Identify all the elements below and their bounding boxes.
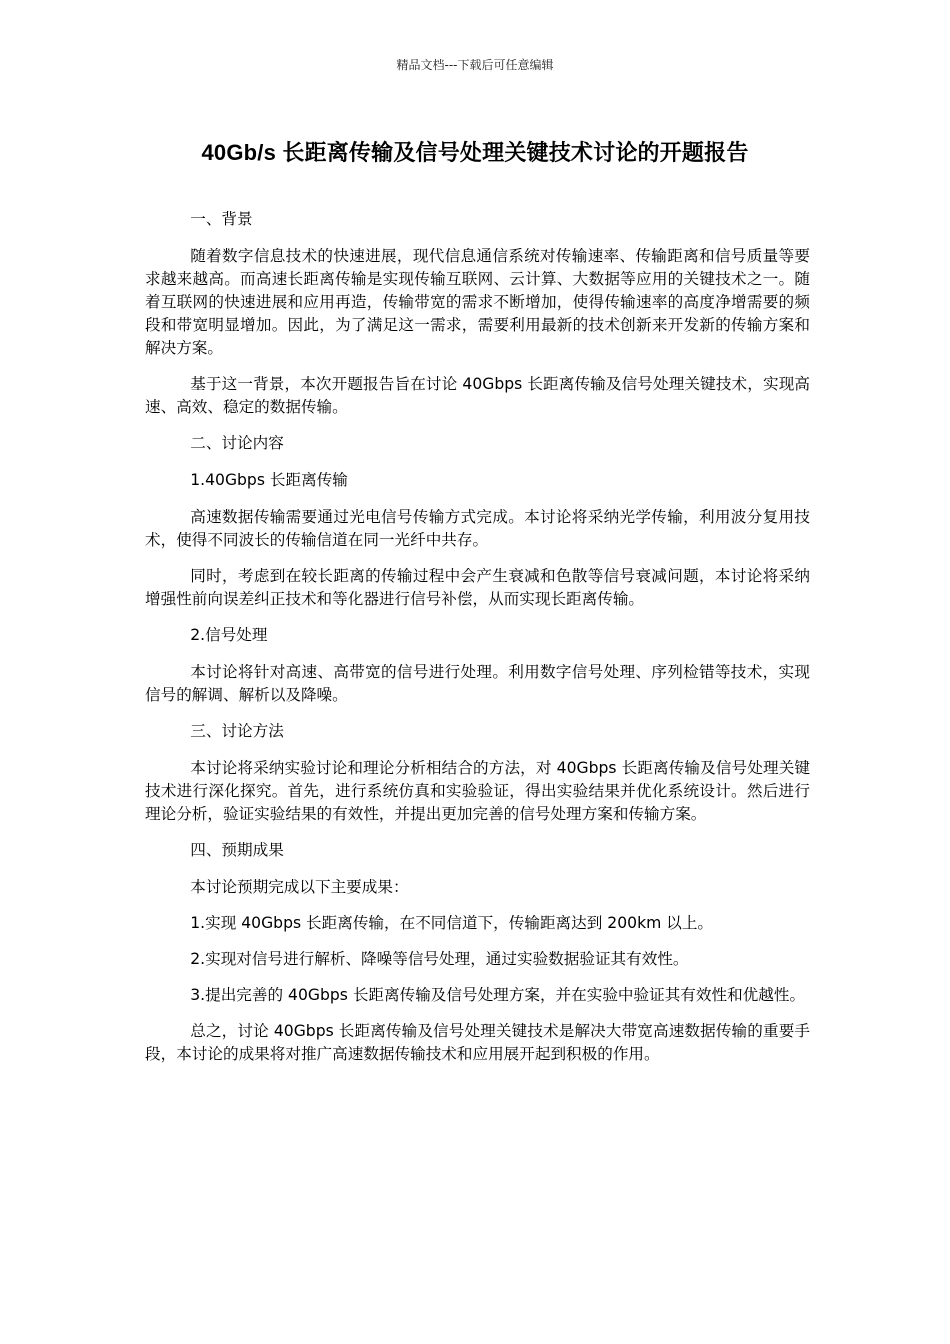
paragraph-conclusion: 总之，讨论 40Gbps 长距离传输及信号处理关键技术是解决大带宽高速数据传输的重要手段，本讨论的成果将对推广高速数据传输技术和应用展开起到积极的作用。 — [145, 1022, 810, 1063]
subsection-heading-signal-processing: 2.信号处理 — [190, 626, 268, 644]
paragraph-transmission-1: 高速数据传输需要通过光电信号传输方式完成。本讨论将采纳光学传输，利用波分复用技术，使得不同波长的传输信道在同一光纤中共存。 — [145, 508, 810, 549]
list-item-outcome-3: 3.提出完善的 40Gbps 长距离传输及信号处理方案，并在实验中验证其有效性和优越性。 — [190, 986, 806, 1004]
paragraph-outcomes-intro: 本讨论预期完成以下主要成果： — [190, 878, 409, 896]
paragraph-background-2: 基于这一背景，本次开题报告旨在讨论 40Gbps 长距离传输及信号处理关键技术，实现高速、高效、稳定的数据传输。 — [145, 375, 810, 416]
page-header: 精品文档---下载后可任意编辑 — [396, 58, 554, 72]
subsection-heading-transmission: 1.40Gbps 长距离传输 — [190, 471, 348, 489]
list-item-outcome-1: 1.实现 40Gbps 长距离传输，在不同信道下，传输距离达到 200km 以上。 — [190, 914, 714, 932]
list-item-outcome-2: 2.实现对信号进行解析、降噪等信号处理，通过实验数据验证其有效性。 — [190, 950, 689, 968]
section-heading-method: 三、讨论方法 — [190, 722, 284, 740]
paragraph-transmission-2: 同时，考虑到在较长距离的传输过程中会产生衰减和色散等信号衰减问题，本讨论将采纳增强性前向误差纠正技术和等化器进行信号补偿，从而实现长距离传输。 — [145, 567, 810, 608]
document-title: 40Gb/s 长距离传输及信号处理关键技术讨论的开题报告 — [201, 140, 749, 165]
section-heading-background: 一、背景 — [190, 210, 253, 228]
paragraph-method: 本讨论将采纳实验讨论和理论分析相结合的方法，对 40Gbps 长距离传输及信号处理关键技术进行深化探究。首先，进行系统仿真和实验验证，得出实验结果并优化系统设计。然后进行理论分析，验证实验结果的有效性，并提出更加完善的信号处理方案和传输方案。 — [145, 759, 810, 823]
paragraph-signal-processing: 本讨论将针对高速、高带宽的信号进行处理。利用数字信号处理、序列检错等技术，实现信号的解调、解析以及降噪。 — [145, 663, 810, 704]
paragraph-background-1: 随着数字信息技术的快速进展，现代信息通信系统对传输速率、传输距离和信号质量等要求越来越高。而高速长距离传输是实现传输互联网、云计算、大数据等应用的关键技术之一。随着互联网的快速进展和应用再造，传输带宽的需求不断增加，使得传输速率的高度净增需要的频段和带宽明显增加。因此，为了满足这一需求，需要利用最新的技术创新来开发新的传输方案和解决方案。 — [145, 247, 810, 357]
document-body — [145, 208, 810, 1079]
section-heading-outcomes: 四、预期成果 — [190, 841, 284, 859]
section-heading-content: 二、讨论内容 — [190, 434, 284, 452]
